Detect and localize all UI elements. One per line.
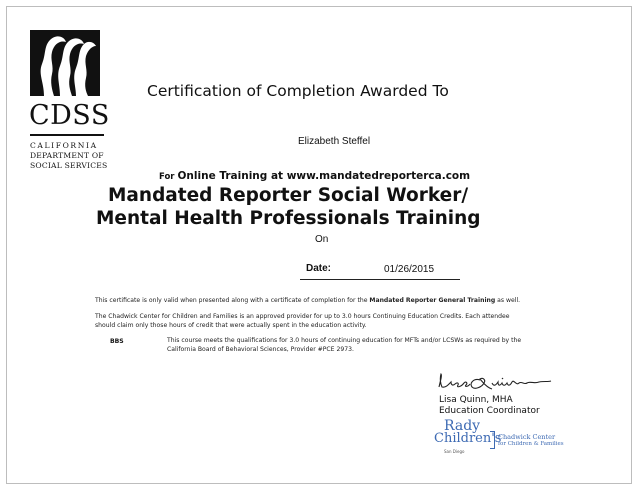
validity-note [95,296,570,305]
logo-line-california: CALIFORNIA [30,141,98,150]
validity-note-prefix: This certificate is only valid when presented along with a certificate of completion for the [95,297,370,304]
signatory-title: Education Coordinator [439,406,540,416]
provider-note [95,312,570,330]
bbs-note-line1: This course meets the qualifications for 3.0 hours of continuing education for MFTs and/or LCSWs as required by the [167,337,522,344]
signature-image [436,371,554,393]
childrens-wordmark: Children's [434,431,502,446]
chadwick-center-line1: Chadwick Center [498,433,556,441]
on-label: On [315,234,329,245]
rady-wordmark: Rady [444,418,481,434]
chadwick-center-line2: for Children & Families [498,441,564,447]
training-title-line2: Mental Health Professionals Training [96,208,481,229]
rady-location: San Diego [444,449,465,454]
logo-line-social-services: SOCIAL SERVICES [30,161,108,170]
cdss-wordmark: CDSS [29,100,110,131]
training-title-line1: Mandated Reporter Social Worker/ [108,185,469,206]
validity-note-suffix: as well. [495,297,521,304]
date-underline [300,279,460,280]
cdss-logo [29,30,110,171]
training-source: Online Training at www.mandatedreporterca.com [177,170,471,182]
certificate-heading: Certification of Completion Awarded To [147,82,449,100]
logo-divider [30,134,104,136]
logo-line-department: DEPARTMENT OF [30,151,104,160]
for-label: For [159,172,175,182]
silhouettes-icon [30,30,100,96]
bbs-note-line2: California Board of Behavioral Sciences, Provider #PCE 2973. [167,346,354,353]
validity-note-bold: Mandated Reporter General Training [369,297,496,304]
logo-bracket [490,431,495,449]
training-title [96,184,481,230]
provider-note-line2: should claim only those hours of credit that were actually spent in the education activity. [95,322,367,329]
signatory-name: Lisa Quinn, MHA [439,395,513,405]
date-label: Date: [306,263,332,274]
rady-childrens-logo [430,418,564,468]
training-for-line [159,170,470,182]
provider-note-line1: The Chadwick Center for Children and Families is an approved provider for up to 3.0 hours Continuing Education Credits. Each attendee [95,313,510,320]
recipient-name: Elizabeth Steffel [298,136,371,147]
bbs-label: BBS [110,338,124,345]
bbs-note [167,336,521,354]
date-value: 01/26/2015 [384,264,435,275]
